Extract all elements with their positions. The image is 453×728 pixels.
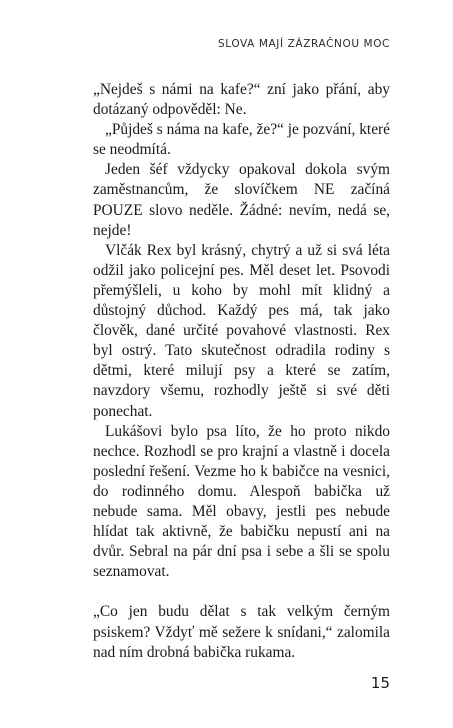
paragraph: „Co jen budu dělat s tak velkým černým psiskem? Vždyť mě sežere k snídani,“ zalomila nad ním drobná babička rukama. [93,603,390,661]
paragraph: „Půjdeš s náma na kafe, že?“ je pozvání, které se neodmítá. [93,121,390,159]
paragraph: Vlčák Rex byl krásný, chytrý a už si svá léta odžil jako policejní pes. Měl deset let. Psovodi přemýšleli, u koho by mohl mít klidný a důstojný důchod. Každý pes má, tak jako člověk, dané určité povahové vlastnosti. Rex byl ostrý. Tato skutečnost odradila rodiny s dětmi, které milují psy a které se zatím, navzdory všemu, rozhodly ještě si své děti ponechat. [93,241,390,420]
running-header: SLOVA MAJÍ ZÁZRAČNOU MOC [218,38,390,50]
paragraph: Jeden šéf vždycky opakoval dokola svým zaměstnancům, že slovíčkem NE začíná POUZE slovo neděle. Žádné: nevím, nedá se, nejde! [93,161,390,239]
page-number: 15 [370,674,390,692]
section-break [93,582,390,602]
body-text [93,80,390,663]
paragraph: „Nejdeš s námi na kafe?“ zní jako přání, aby dotázaný odpověděl: Ne. [93,81,390,119]
paragraph: Lukášovi bylo psa líto, že ho proto nikdo nechce. Rozhodl se pro krajní a vlastně i docela poslední řešení. Vezme ho k babičce na vesnici, do rodinného domu. Alespoň babička už nebude sama. Měl obavy, jestli pes nebude hlídat tak aktivně, že babičku nepustí ani na dvůr. Sebral na pár dní psa i sebe a šli se spolu seznamovat. [93,422,390,581]
